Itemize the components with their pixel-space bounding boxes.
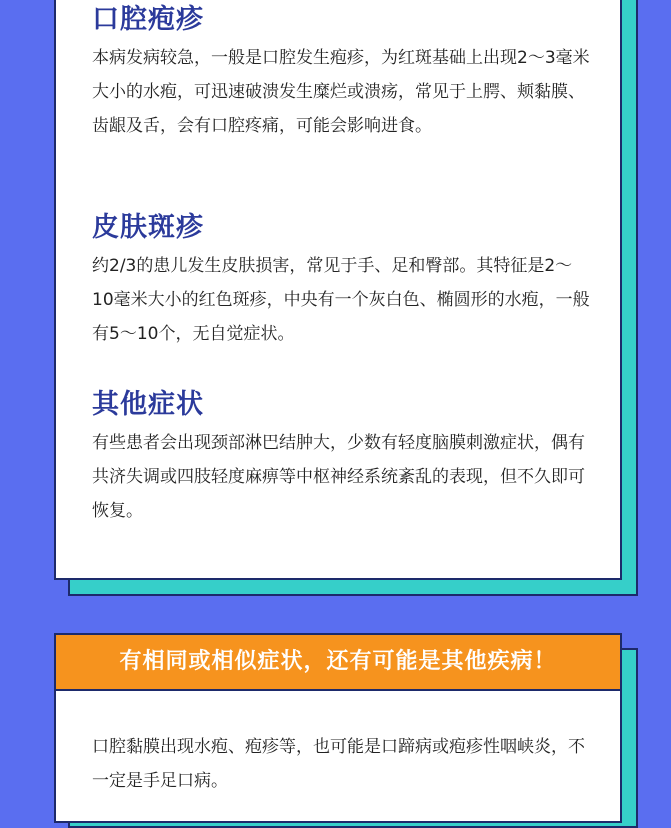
note-body: 口腔黏膜出现水疱、疱疹等，也可能是口蹄病或疱疹性咽峡炎，不一定是手足口病。 xyxy=(92,737,585,791)
section-title-oral-herpes: 口腔疱疹 xyxy=(92,4,204,35)
warning-banner: 有相同或相似症状，还有可能是其他疾病！ xyxy=(54,633,622,691)
section-title-skin-rash: 皮肤斑疹 xyxy=(92,212,204,243)
section-body-other-symptoms: 有些患者会出现颈部淋巴结肿大，少数有轻度脑膜刺激症状，偶有共济失调或四肢轻度麻痹等中枢神经系统紊乱的表现，但不久即可恢复。 xyxy=(92,433,585,521)
section-body-skin-rash: 约2/3的患儿发生皮肤损害，常见于手、足和臀部。其特征是2～10毫米大小的红色斑疹，中央有一个灰白色、椭圆形的水疱，一般有5～10个，无自觉症状。 xyxy=(92,256,590,344)
section-title-other-symptoms: 其他症状 xyxy=(92,389,204,420)
section-body-oral-herpes: 本病发病较急，一般是口腔发生疱疹，为红斑基础上出现2～3毫米大小的水疱，可迅速破溃发生糜烂或溃疡，常见于上腭、颊黏膜、齿龈及舌，会有口腔疼痛，可能会影响进食。 xyxy=(92,48,590,136)
